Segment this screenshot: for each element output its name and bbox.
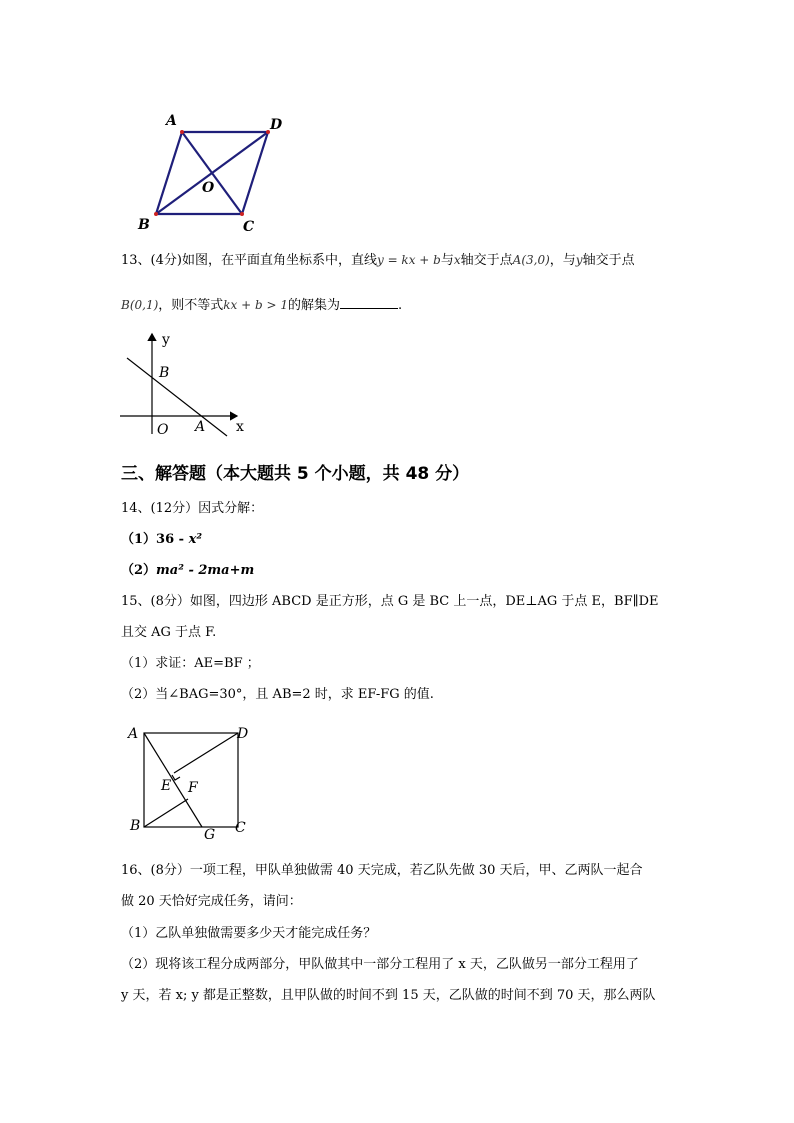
q15-part2: （2）当∠BAG=30°，且 AB=2 时，求 EF-FG 的值.	[121, 687, 434, 702]
label-b: B	[138, 217, 150, 233]
q14-title: 14、(12分）因式分解：	[121, 501, 264, 516]
segment-de	[174, 733, 238, 773]
label-c: C	[243, 219, 255, 235]
square-figure	[125, 722, 257, 844]
answer-blank	[340, 296, 398, 309]
line-equation: y = kx + b	[376, 253, 441, 267]
diagonal-bd	[156, 132, 268, 214]
label-e: E	[161, 778, 172, 794]
label-c: C	[235, 820, 246, 836]
point-b-coord: B(0,1)	[121, 298, 159, 312]
label-b: B	[159, 365, 170, 381]
q16-line1: 16、(8分）一项工程，甲队单独做需 40 天完成，若乙队先做 30 天后，甲、乙两队一起合	[121, 863, 643, 878]
point-a-coord: A(3,0)	[512, 253, 550, 267]
label-d: D	[237, 726, 249, 742]
label-a: A	[166, 113, 177, 129]
label-x: x	[236, 419, 244, 435]
q13-line2: B(0,1)，则不等式kx + b > 1的解集为 .	[121, 298, 403, 313]
line-ab	[127, 358, 227, 436]
q16-part1: （1）乙队单独做需要多少天才能完成任务？	[121, 926, 377, 941]
parallelogram-figure	[130, 108, 300, 236]
q14-part2: （2）ma² - 2ma+m	[121, 563, 255, 578]
label-f: F	[188, 780, 198, 796]
label-g: G	[204, 827, 216, 843]
label-a: A	[195, 419, 206, 435]
q16-part2-line1: （2）现将该工程分成两部分，甲队做其中一部分工程用了 x 天，乙队做另一部分工程用了	[121, 957, 639, 972]
label-b: B	[130, 818, 141, 834]
q16-part2-line2: y 天，若 x; y 都是正整数，且甲队做的时间不到 15 天，乙队做的时间不到 70 天，那么两队	[121, 988, 656, 1003]
label-o: O	[157, 422, 169, 438]
q15-part1: （1）求证：AE=BF ；	[121, 656, 260, 671]
label-y: y	[162, 332, 170, 348]
segment-bf	[144, 799, 188, 827]
section-heading: 三、解答题（本大题共 5 个小题，共 48 分）	[121, 464, 470, 484]
q14-part1: （1）36 - x²	[121, 532, 203, 547]
q15-line2: 且交 AG 于点 F.	[121, 625, 217, 640]
label-o: O	[202, 180, 215, 196]
label-a: A	[128, 726, 139, 742]
q13-line1: 13、(4分)如图，在平面直角坐标系中，直线y = kx + b与x轴交于点A(3,0)，与y轴交于点	[121, 253, 635, 268]
inequality: kx + b > 1	[223, 298, 289, 312]
q16-line2: 做 20 天恰好完成任务，请问：	[121, 894, 302, 909]
label-d: D	[270, 117, 283, 133]
q15-line1: 15、(8分）如图，四边形 ABCD 是正方形，点 G 是 BC 上一点，DE⊥AG 于点 E，BF∥DE	[121, 594, 659, 609]
coordinate-axes-figure	[115, 328, 255, 440]
